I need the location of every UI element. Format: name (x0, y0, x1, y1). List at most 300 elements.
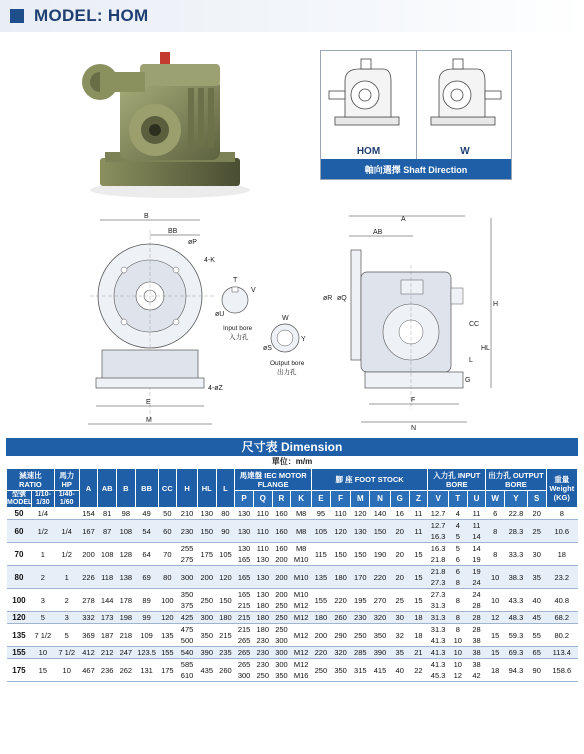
col-BB: BB (135, 469, 158, 508)
cell-n: 150 (370, 520, 391, 543)
cell-e: 105 (312, 520, 331, 543)
input-bore-label-zh: 入力孔 (229, 334, 249, 341)
col-AB: AB (98, 469, 117, 508)
cell-hp1: 1/4 (31, 508, 54, 520)
cell-a: 332 (79, 612, 98, 624)
shaft-direction-caption: 軸向選擇 Shaft Direction (321, 159, 511, 179)
cell-e: 200 (312, 624, 331, 647)
dim-R: øR (323, 295, 333, 302)
hom-label: HOM (356, 146, 381, 157)
cell-r: 200 (272, 566, 291, 589)
cell-cc: 120 (158, 612, 177, 624)
dim-CC: CC (469, 321, 480, 328)
cell-u: 38 (467, 647, 486, 659)
model-title (10, 4, 148, 28)
col-V: V (428, 491, 449, 508)
cell-l: 260 (216, 659, 235, 682)
cell-e: 135 (312, 566, 331, 589)
cell-n: 190 (370, 543, 391, 566)
cell-l: 90 (216, 520, 235, 543)
dim-K: 4-K (204, 257, 215, 264)
cell-y: 43.3 (505, 589, 528, 612)
cell-y: 38.3 (505, 566, 528, 589)
cell-y: 48.3 (505, 612, 528, 624)
cell-model: 175 (7, 659, 32, 682)
table-row (7, 612, 578, 624)
cell-a: 412 (79, 647, 98, 659)
cell-u: 38 42 (467, 659, 486, 682)
cell-model: 60 (7, 520, 32, 543)
cell-s: 30 (527, 543, 546, 566)
cell-n: 415 (370, 659, 391, 682)
cell-bb: 123.5 (135, 647, 158, 659)
cell-f: 180 (330, 566, 351, 589)
cell-u: 19 24 (467, 566, 486, 589)
cell-ab: 187 (98, 624, 117, 647)
cell-a: 154 (79, 508, 98, 520)
cell-hl: 200 (197, 566, 216, 589)
cell-b: 262 (117, 659, 136, 682)
direction-w (417, 51, 513, 161)
cell-bb: 64 (135, 543, 158, 566)
cell-z: 21 (409, 647, 428, 659)
cell-u: 11 14 (467, 520, 486, 543)
cell-hl: 435 (197, 659, 216, 682)
cell-cc: 100 (158, 589, 177, 612)
cell-hp1: 15 (31, 659, 54, 682)
dim-W: W (282, 315, 289, 322)
dim-AB: AB (373, 229, 383, 236)
cell-ab: 108 (98, 543, 117, 566)
cell-u: 14 19 (467, 543, 486, 566)
cell-b: 178 (117, 589, 136, 612)
col-B: B (117, 469, 136, 508)
model-title-text: MODEL: HOM (34, 6, 149, 25)
cell-s: 65 (527, 647, 546, 659)
cell-h: 585 610 (177, 659, 198, 682)
cell-ab: 212 (98, 647, 117, 659)
table-row (7, 647, 578, 659)
cell-q: 130 (253, 566, 272, 589)
cell-hp2: 1 (54, 566, 79, 589)
table-unit: 單位：m/m (6, 456, 578, 468)
cell-b: 138 (117, 566, 136, 589)
cell-q: 230 250 (253, 659, 272, 682)
cell-g: 32 (390, 624, 409, 647)
col-E: E (312, 491, 331, 508)
table-row (7, 520, 578, 543)
cell-k: M12 (291, 647, 312, 659)
cell-hp2: 3 (54, 612, 79, 624)
foot-stock-header: 腳 座 FOOT STOCK (312, 469, 428, 491)
cell-ab: 87 (98, 520, 117, 543)
dim-E: E (146, 399, 151, 406)
cell-n: 350 (370, 624, 391, 647)
col-G: G (390, 491, 409, 508)
cell-a: 226 (79, 566, 98, 589)
col-Q: Q (253, 491, 272, 508)
input-bore-header: 入力孔 INPUT BORE (428, 469, 486, 491)
cell-a: 467 (79, 659, 98, 682)
cell-model: 70 (7, 543, 32, 566)
cell-bb: 131 (135, 659, 158, 682)
hp-a-header: 1/10-1/30 (31, 491, 54, 508)
cell-f: 120 (330, 520, 351, 543)
cell-m: 130 (351, 520, 370, 543)
cell-kg: 68.2 (546, 612, 577, 624)
col-W: W (486, 491, 505, 508)
cell-kg: 23.2 (546, 566, 577, 589)
cell-b: 98 (117, 508, 136, 520)
hp-header: 馬力 HP (54, 469, 79, 491)
col-CC: CC (158, 469, 177, 508)
cell-w: 18 (486, 659, 505, 682)
gearbox-photo (80, 38, 260, 200)
weight-header: 重量 Weight (KG) (546, 469, 577, 508)
cell-w: 15 (486, 647, 505, 659)
cell-r: 160 200 (272, 543, 291, 566)
cell-cc: 70 (158, 543, 177, 566)
cell-a: 369 (79, 624, 98, 647)
col-N: N (370, 491, 391, 508)
col-T: T (448, 491, 467, 508)
cell-g: 20 (390, 520, 409, 543)
dim-B: B (144, 213, 149, 220)
dim-Q: øQ (337, 295, 347, 302)
dim-F: F (411, 397, 416, 404)
cell-v: 41.3 45.3 (428, 659, 449, 682)
cell-p: 265 (235, 647, 254, 659)
cell-b: 128 (117, 543, 136, 566)
dim-A: A (401, 216, 406, 223)
cell-t: 8 (448, 589, 467, 612)
cell-cc: 80 (158, 566, 177, 589)
cell-b: 218 (117, 624, 136, 647)
cell-hp2: 1/2 (54, 543, 79, 566)
col-M: M (351, 491, 370, 508)
cell-model: 120 (7, 612, 32, 624)
cell-v: 31.3 41.3 (428, 624, 449, 647)
cell-k: M12 (291, 624, 312, 647)
cell-ab: 144 (98, 589, 117, 612)
col-K: K (291, 491, 312, 508)
cell-u: 28 38 (467, 624, 486, 647)
cell-y: 28.3 (505, 520, 528, 543)
cell-k: M10 M12 (291, 589, 312, 612)
cell-k: M8 (291, 520, 312, 543)
cell-e: 180 (312, 612, 331, 624)
col-A: A (79, 469, 98, 508)
cell-l: 80 (216, 508, 235, 520)
cell-hp2: 2 (54, 589, 79, 612)
dimension-table (6, 468, 578, 682)
cell-m: 170 (351, 566, 370, 589)
cell-h: 230 (177, 520, 198, 543)
cell-kg: 80.2 (546, 624, 577, 647)
dim-M: M (146, 417, 152, 424)
dim-BB: BB (168, 228, 178, 235)
cell-kg: 158.6 (546, 659, 577, 682)
cell-ab: 173 (98, 612, 117, 624)
cell-w: 10 (486, 566, 505, 589)
cell-model: 155 (7, 647, 32, 659)
cell-v: 31.3 (428, 612, 449, 624)
cell-g: 20 (390, 566, 409, 589)
cell-g: 35 (390, 647, 409, 659)
cell-l: 235 (216, 647, 235, 659)
cell-r: 300 350 (272, 659, 291, 682)
cell-g: 16 (390, 508, 409, 520)
cell-p: 130 (235, 508, 254, 520)
w-direction-icon (417, 51, 513, 143)
cell-z: 18 (409, 612, 428, 624)
cell-p: 215 265 (235, 624, 254, 647)
cell-hp2: 7 1/2 (54, 647, 79, 659)
dim-G: G (465, 377, 471, 384)
dim-P: øP (188, 239, 197, 246)
cell-w: 15 (486, 624, 505, 647)
cell-h: 540 (177, 647, 198, 659)
cell-e: 95 (312, 508, 331, 520)
cell-r: 250 300 (272, 624, 291, 647)
cell-v: 41.3 (428, 647, 449, 659)
cell-hp2 (54, 508, 79, 520)
cell-cc: 175 (158, 659, 177, 682)
cell-bb: 99 (135, 612, 158, 624)
cell-p: 165 (235, 566, 254, 589)
cell-hp1: 1 (31, 543, 54, 566)
cell-z: 15 (409, 566, 428, 589)
cell-h: 350 375 (177, 589, 198, 612)
input-bore-label: Input bore (223, 325, 253, 332)
dim-Z: 4-øZ (208, 385, 223, 392)
cell-model: 80 (7, 566, 32, 589)
cell-y: 22.8 (505, 508, 528, 520)
cell-u: 11 (467, 508, 486, 520)
cell-a: 200 (79, 543, 98, 566)
cell-a: 167 (79, 520, 98, 543)
ratio-header: 減速比 RATIO (7, 469, 55, 491)
dim-T: T (233, 277, 238, 284)
output-bore-header: 出力孔 OUTPUT BORE (486, 469, 546, 491)
cell-q: 110 (253, 508, 272, 520)
cell-z: 11 (409, 520, 428, 543)
table-row (7, 659, 578, 682)
cell-k: M8 (291, 508, 312, 520)
cell-h: 475 500 (177, 624, 198, 647)
cell-m: 230 (351, 612, 370, 624)
cell-f: 350 (330, 659, 351, 682)
cell-b: 247 (117, 647, 136, 659)
cell-l: 180 (216, 612, 235, 624)
cell-bb: 69 (135, 566, 158, 589)
dim-U: øU (215, 311, 225, 318)
cell-g: 25 (390, 589, 409, 612)
cell-e: 155 (312, 589, 331, 612)
cell-m: 285 (351, 647, 370, 659)
cell-p: 215 (235, 612, 254, 624)
cell-f: 150 (330, 543, 351, 566)
cell-y: 69.3 (505, 647, 528, 659)
table-row (7, 624, 578, 647)
col-HL: HL (197, 469, 216, 508)
cell-t: 10 (448, 647, 467, 659)
cell-l: 120 (216, 566, 235, 589)
cell-f: 220 (330, 589, 351, 612)
cell-p: 130 (235, 520, 254, 543)
cell-m: 195 (351, 589, 370, 612)
cell-ab: 81 (98, 508, 117, 520)
cell-s: 35 (527, 566, 546, 589)
model-header: 型號 MODEL (7, 491, 33, 506)
cell-h: 300 (177, 566, 198, 589)
cell-m: 315 (351, 659, 370, 682)
col-Z: Z (409, 491, 428, 508)
cell-t: 5 6 (448, 543, 467, 566)
cell-a: 278 (79, 589, 98, 612)
cell-p: 265 300 (235, 659, 254, 682)
cell-v: 21.8 27.3 (428, 566, 449, 589)
cell-n: 320 (370, 612, 391, 624)
cell-hp1: 7 1/2 (31, 624, 54, 647)
hp-b-header: 1/40-1/60 (54, 491, 79, 508)
cell-bb: 109 (135, 624, 158, 647)
cell-cc: 50 (158, 508, 177, 520)
cell-f: 290 (330, 624, 351, 647)
dim-HL: HL (481, 345, 490, 352)
cell-hp1: 10 (31, 647, 54, 659)
col-Y: Y (505, 491, 528, 508)
cell-model: 135 (7, 624, 32, 647)
cell-kg: 113.4 (546, 647, 577, 659)
cell-s: 20 (527, 508, 546, 520)
cell-k: M8 M10 (291, 543, 312, 566)
cell-k: M12 M16 (291, 659, 312, 682)
cell-bb: 89 (135, 589, 158, 612)
cell-t: 10 12 (448, 659, 467, 682)
cell-b: 108 (117, 520, 136, 543)
cell-k: M12 (291, 612, 312, 624)
cell-y: 59.3 (505, 624, 528, 647)
cell-p: 165 215 (235, 589, 254, 612)
col-P: P (235, 491, 254, 508)
cell-q: 230 (253, 647, 272, 659)
cell-m: 250 (351, 624, 370, 647)
cell-kg: 18 (546, 543, 577, 566)
hom-direction-icon (321, 51, 417, 143)
table-row (7, 508, 578, 520)
cell-k: M10 (291, 566, 312, 589)
cell-hl: 175 (197, 543, 216, 566)
table-row (7, 543, 578, 566)
cell-hl: 300 (197, 612, 216, 624)
cell-cc: 135 (158, 624, 177, 647)
cell-hp1: 2 (31, 566, 54, 589)
direction-hom (321, 51, 417, 161)
cell-z: 18 (409, 624, 428, 647)
cell-s: 25 (527, 520, 546, 543)
cell-w: 8 (486, 520, 505, 543)
cell-f: 320 (330, 647, 351, 659)
cell-ab: 236 (98, 659, 117, 682)
cell-hp2: 10 (54, 659, 79, 682)
cell-h: 255 275 (177, 543, 198, 566)
cell-u: 24 28 (467, 589, 486, 612)
cell-t: 4 (448, 508, 467, 520)
cell-g: 20 (390, 543, 409, 566)
cell-v: 27.3 31.3 (428, 589, 449, 612)
cell-n: 270 (370, 589, 391, 612)
cell-z: 15 (409, 543, 428, 566)
cell-hp1: 1/2 (31, 520, 54, 543)
col-H: H (177, 469, 198, 508)
cell-n: 390 (370, 647, 391, 659)
cell-l: 105 (216, 543, 235, 566)
cell-model: 50 (7, 508, 32, 520)
cell-v: 12.7 (428, 508, 449, 520)
cell-l: 215 (216, 624, 235, 647)
cell-s: 55 (527, 624, 546, 647)
cell-s: 45 (527, 612, 546, 624)
cell-p: 130 165 (235, 543, 254, 566)
cell-n: 140 (370, 508, 391, 520)
cell-l: 150 (216, 589, 235, 612)
cell-v: 12.7 16.3 (428, 520, 449, 543)
cell-v: 16.3 21.8 (428, 543, 449, 566)
cell-n: 220 (370, 566, 391, 589)
col-U: U (467, 491, 486, 508)
cell-cc: 60 (158, 520, 177, 543)
table-title: 尺寸表 Dimension (6, 438, 578, 456)
cell-t: 6 8 (448, 566, 467, 589)
dimension-table-panel (6, 438, 578, 682)
dim-Y: Y (301, 336, 306, 343)
shaft-direction-panel (320, 50, 512, 180)
cell-h: 425 (177, 612, 198, 624)
cell-hp2: 5 (54, 624, 79, 647)
cell-hl: 150 (197, 520, 216, 543)
dim-H: H (493, 301, 499, 308)
cell-kg: 8 (546, 508, 577, 520)
cell-s: 40 (527, 589, 546, 612)
table-row (7, 566, 578, 589)
cell-t: 8 (448, 612, 467, 624)
col-R: R (272, 491, 291, 508)
cell-q: 180 (253, 612, 272, 624)
cell-g: 30 (390, 612, 409, 624)
col-F: F (330, 491, 351, 508)
cell-cc: 155 (158, 647, 177, 659)
cell-u: 28 (467, 612, 486, 624)
col-S: S (527, 491, 546, 508)
cell-r: 250 (272, 612, 291, 624)
output-bore-label: Output bore (270, 360, 305, 367)
cell-bb: 54 (135, 520, 158, 543)
motor-flange-header: 馬達盤 IEC MOTOR FLANGE (235, 469, 312, 491)
cell-q: 180 230 (253, 624, 272, 647)
dim-N: N (411, 425, 417, 432)
side-view-drawing (315, 210, 505, 435)
cell-hp2: 1/4 (54, 520, 79, 543)
w-label: W (460, 146, 470, 157)
cell-q: 110 130 (253, 543, 272, 566)
cell-r: 300 (272, 647, 291, 659)
cell-hl: 350 (197, 624, 216, 647)
cell-hp1: 3 (31, 589, 54, 612)
cell-r: 160 (272, 508, 291, 520)
cell-w: 8 (486, 543, 505, 566)
cell-hl: 390 (197, 647, 216, 659)
